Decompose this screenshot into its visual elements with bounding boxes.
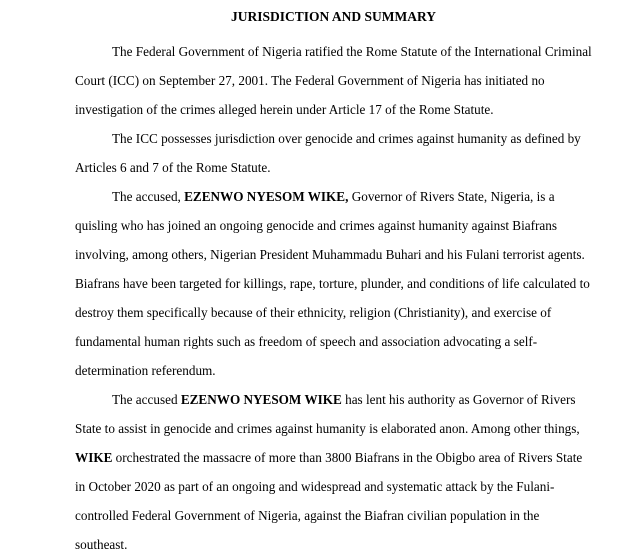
accused-name: EZENWO NYESOM WIKE, (184, 189, 349, 204)
paragraph-jurisdiction: The ICC possesses jurisdiction over genocide and crimes against humanity as defined by Articles 6 and 7 of the Rome Statute. (75, 131, 581, 175)
section-heading: JURISDICTION AND SUMMARY (230, 9, 437, 24)
accused-surname: WIKE (75, 450, 113, 465)
paragraph-accused-intro (75, 182, 592, 385)
paragraph-text: The accused (112, 392, 181, 407)
paragraph-text: The accused, (112, 189, 185, 204)
accused-name: EZENWO NYESOM WIKE (180, 392, 342, 407)
paragraph-ratification: The Federal Government of Nigeria ratified the Rome Statute of the International Criminal Court (ICC) on September 27, 2001. The Federal Government of Nigeria has initiated no investigation of the crimes alleged herein under Article 17 of the Rome Statute. (75, 44, 592, 117)
paragraph-text: has lent his authority as Governor of Rivers State to assist in genocide and crimes against humanity is elaborated anon. Among other things, (75, 392, 580, 436)
paragraph-text: orchestrated the massacre of more than 3800 Biafrans in the Obigbo area of Rivers State in October 2020 as part of an ongoing and widespread and systematic attack by the Fulani-controlled Federal Government of Nigeria, against the Biafran civilian population in the southeast. (75, 450, 583, 552)
paragraph-text: Governor of Rivers State, Nigeria, is a quisling who has joined an ongoing genocide and crimes against humanity against Biafrans involving, among others, Nigerian President Muhammadu Buhari and his Fulani terrorist agents. Biafrans have been targeted for killings, rape, torture, plunder, and conditions of life calculated to destroy them specifically because of their ethnicity, religion (Christianity), and exercise of fundamental human rights such as freedom of speech and association advocating a self-determination referendum. (75, 189, 590, 378)
paragraph-accused-actions (75, 385, 592, 559)
